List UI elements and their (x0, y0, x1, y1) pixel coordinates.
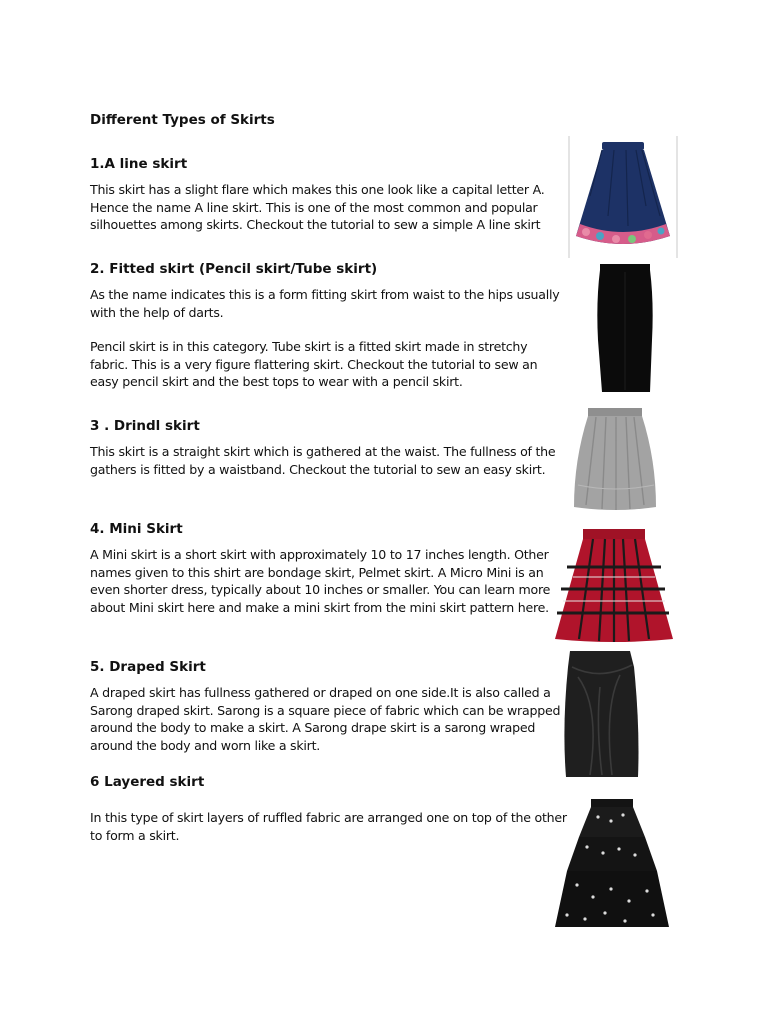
section-paragraph: As the name indicates this is a form fitting skirt from waist to the hips usually with the help of darts. (90, 287, 560, 320)
section-heading: 2. Fitted skirt (Pencil skirt/Tube skirt) (90, 261, 378, 277)
section-paragraph: A draped skirt has fullness gathered or draped on one side.It is also called a Sarong draped skirt. Sarong is a square piece of fabric which can be wrapped around the body to make a skirt. A Sarong drape skirt is a sarong wraped around the body and worn like a skirt. (90, 685, 561, 753)
pencil-skirt-image (592, 262, 658, 396)
section-heading: 1.A line skirt (90, 156, 188, 172)
layered-skirt-image (553, 797, 671, 931)
draped-skirt-image (560, 647, 642, 781)
dirndl-skirt-image (570, 405, 660, 513)
section-paragraph: Pencil skirt is in this category. Tube skirt is a fitted skirt made in stretchy fabric. This is a very figure flattering skirt. Checkout the tutorial to sew an easy pencil skirt and the best tops to wear with a pencil skirt. (90, 339, 538, 389)
section-fitted-skirt (90, 261, 568, 391)
page-title: Different Types of Skirts (90, 112, 275, 128)
section-paragraph: This skirt has a slight flare which makes this one look like a capital letter A. Hence the name A line skirt. This is one of the most common and popular silhouettes among skirts. Checkout the tutorial to sew a simple A line skirt (90, 182, 545, 232)
section-heading: 3 . Drindl skirt (90, 418, 200, 434)
section-layered-skirt (90, 774, 568, 844)
section-heading: 6 Layered skirt (90, 774, 205, 790)
plaid-mini-skirt-image (553, 527, 675, 645)
section-paragraph: A Mini skirt is a short skirt with approximately 10 to 17 inches length. Other names given to this shirt are bondage skirt, Pelmet skirt. A Micro Mini is an even shorter dress, typically about 10 inches or smaller. You can learn more about Mini skirt here and make a mini skirt from the mini skirt pattern here. (90, 547, 551, 615)
a-line-skirt-image (568, 136, 678, 258)
section-heading: 4. Mini Skirt (90, 521, 183, 537)
section-heading: 5. Draped Skirt (90, 659, 206, 675)
section-a-line-skirt (90, 156, 568, 234)
section-mini-skirt (90, 521, 568, 616)
section-paragraph: This skirt is a straight skirt which is gathered at the waist. The fullness of the gathers is fitted by a waistband. Checkout the tutorial to sew an easy skirt. (90, 444, 556, 477)
section-paragraph: In this type of skirt layers of ruffled fabric are arranged one on top of the other to form a skirt. (90, 810, 567, 843)
section-drindl-skirt (90, 418, 568, 478)
section-draped-skirt (90, 659, 568, 754)
